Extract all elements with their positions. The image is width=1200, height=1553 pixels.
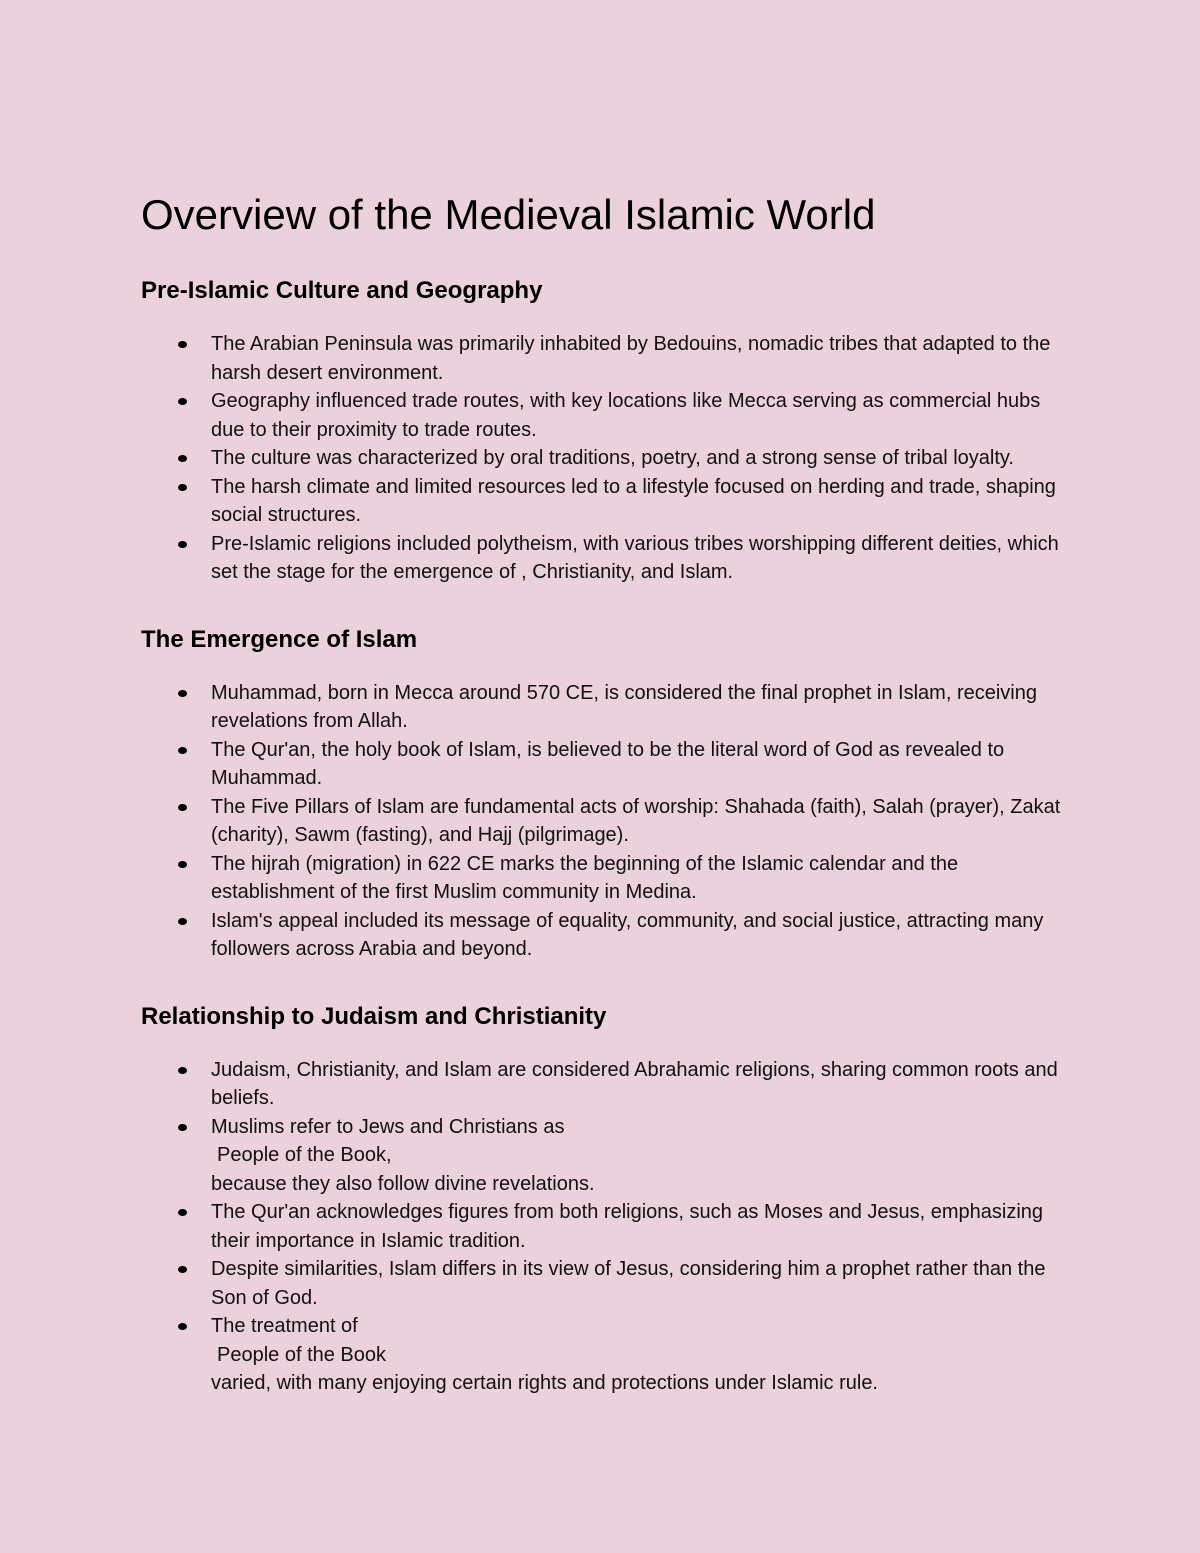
bullet-icon: [178, 747, 187, 754]
list-item: [141, 907, 1071, 964]
list-item-text-emphasis: People of the Book: [217, 1343, 387, 1366]
list-item: [141, 793, 1071, 850]
list-item-text: The Qur'an, the holy book of Islam, is believed to be the literal word of God as revealed to Muhammad.: [211, 738, 1005, 789]
list-item-text: Despite similarities, Islam differs in its view of Jesus, considering him a prophet rather than the Son of God.: [211, 1258, 1046, 1309]
bullet-icon: [178, 1067, 187, 1074]
list-item-text: Pre-Islamic religions included polytheism, with various tribes worshipping different deities, which set the stage for the emergence of , Christianity, and Islam.: [211, 532, 1059, 583]
list-item-text: The culture was characterized by oral traditions, poetry, and a strong sense of tribal loyalty.: [211, 447, 1014, 469]
bullet-icon: [178, 918, 187, 925]
list-item: [141, 1056, 1071, 1113]
bullet-icon: [178, 398, 187, 405]
list-item-text: Judaism, Christianity, and Islam are considered Abrahamic religions, sharing common roots and beliefs.: [211, 1058, 1058, 1109]
list-item: [141, 1198, 1071, 1255]
bullet-icon: [178, 484, 187, 491]
list-item-text: The harsh climate and limited resources led to a lifestyle focused on herding and trade, shaping social structures.: [211, 475, 1056, 526]
list-item-text: The Arabian Peninsula was primarily inhabited by Bedouins, nomadic tribes that adapted to the harsh desert environment.: [211, 333, 1051, 384]
bullet-icon: [178, 1209, 187, 1216]
section-pre-islamic: [141, 276, 1071, 587]
list-item: [141, 850, 1071, 907]
list-item-text: The hijrah (migration) in 622 CE marks the beginning of the Islamic calendar and the establishment of the first Muslim community in Medina.: [211, 852, 959, 903]
list-item: [141, 1113, 1071, 1199]
bullet-icon: [178, 1124, 187, 1131]
section-heading: Relationship to Judaism and Christianity: [141, 1002, 607, 1030]
bullet-icon: [178, 1323, 187, 1330]
document-content: [141, 190, 1071, 1398]
bullet-list: [141, 330, 1071, 587]
list-item-text: The Qur'an acknowledges figures from both religions, such as Moses and Jesus, emphasizing their importance in Islamic tradition.: [211, 1201, 1044, 1252]
bullet-list: [141, 679, 1071, 964]
list-item: [141, 444, 1071, 473]
list-item: [141, 473, 1071, 530]
bullet-icon: [178, 455, 187, 462]
list-item: [141, 1312, 1071, 1398]
list-item-text-emphasis: People of the Book,: [217, 1144, 392, 1166]
bullet-icon: [178, 804, 187, 811]
list-item-text: Muhammad, born in Mecca around 570 CE, is considered the final prophet in Islam, receiving revelations from Allah.: [211, 681, 1037, 732]
list-item: [141, 1255, 1071, 1312]
document-title: Overview of the Medieval Islamic World: [141, 191, 876, 238]
section-heading: Pre-Islamic Culture and Geography: [141, 277, 543, 304]
bullet-icon: [178, 541, 187, 548]
section-emergence-of-islam: [141, 625, 1071, 964]
bullet-icon: [178, 861, 187, 868]
section-heading: The Emergence of Islam: [141, 625, 418, 653]
list-item: [141, 330, 1071, 387]
bullet-list: [141, 1056, 1071, 1398]
bullet-icon: [178, 690, 187, 697]
bullet-icon: [178, 1266, 187, 1273]
list-item-text: The treatment of: [211, 1315, 358, 1337]
list-item-text: Islam's appeal included its message of equality, community, and social justice, attracting many followers across Arabia and beyond.: [211, 909, 1044, 960]
list-item: [141, 736, 1071, 793]
list-item-text: Geography influenced trade routes, with key locations like Mecca serving as commercial hubs due to their proximity to trade routes.: [211, 390, 1041, 441]
list-item: [141, 679, 1071, 736]
list-item-text: Muslims refer to Jews and Christians as: [211, 1115, 565, 1138]
list-item: [141, 387, 1071, 444]
list-item-text: because they also follow divine revelations.: [211, 1172, 595, 1195]
list-item-text: varied, with many enjoying certain rights and protections under Islamic rule.: [211, 1372, 878, 1394]
list-item-text: The Five Pillars of Islam are fundamental acts of worship: Shahada (faith), Salah (prayer), Zakat (charity), Sawm (fasting), and Hajj (pilgrimage).: [211, 795, 1061, 846]
bullet-icon: [178, 341, 187, 348]
list-item: [141, 530, 1071, 587]
section-relationship: [141, 1002, 1071, 1398]
